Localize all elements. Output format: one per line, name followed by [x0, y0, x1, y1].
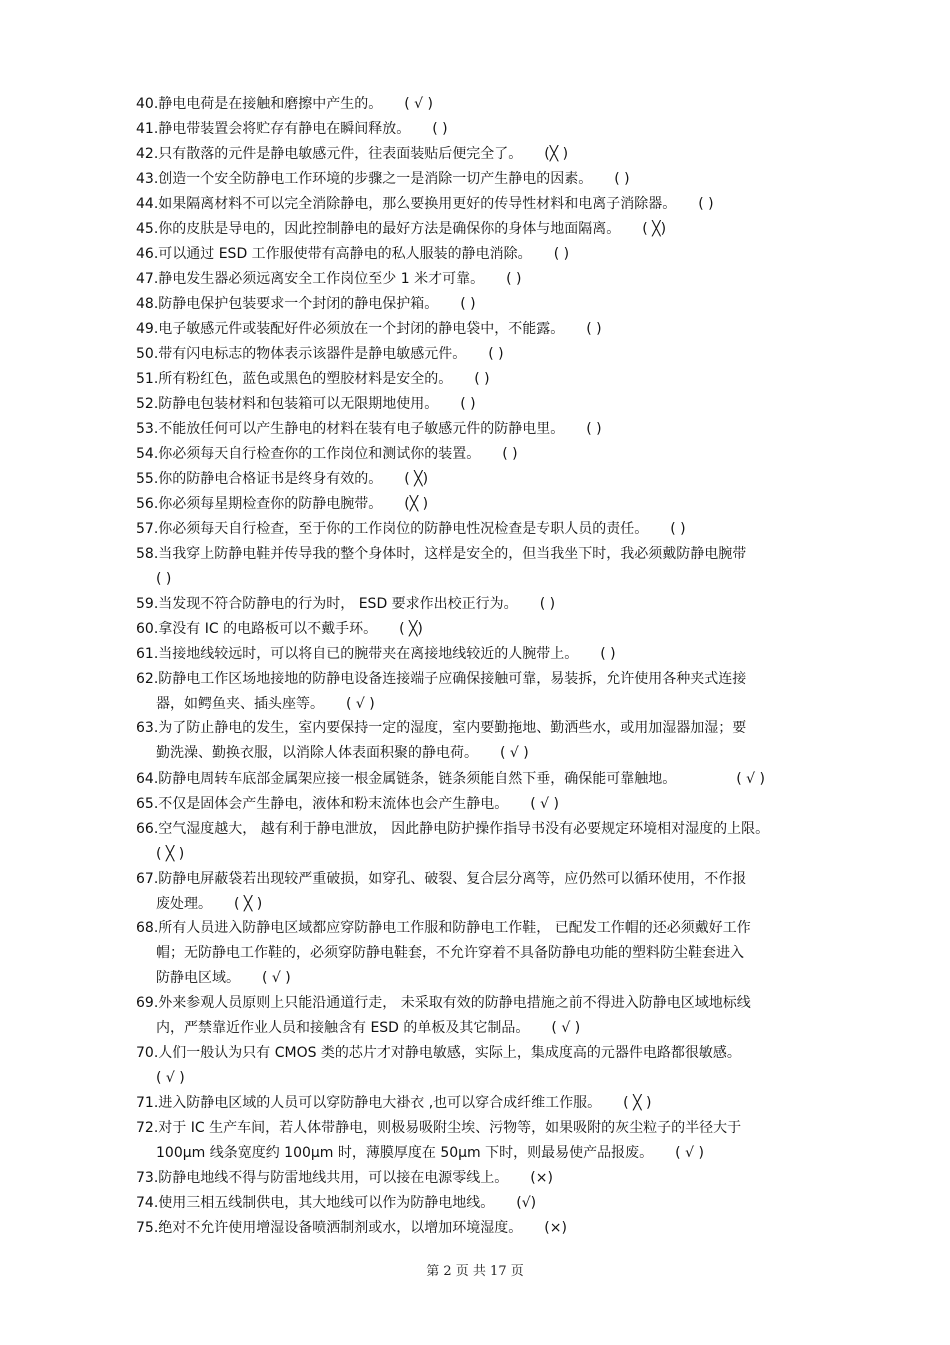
question-41: [136, 117, 836, 142]
question-number: 64.: [136, 771, 159, 787]
question-49: [136, 317, 836, 342]
question-text: 防静电地线不得与防雷地线共用，可以接在电源零线上。: [158, 1170, 509, 1186]
question-text-continued: 勤洗澡、勤换衣服，以消除人体表面积聚的静电荷。: [156, 745, 478, 761]
question-56: [136, 492, 836, 517]
question-text: 你的防静电合格证书是终身有效的。: [158, 471, 383, 487]
question-number: 70.: [136, 1045, 159, 1061]
question-text: 使用三相五线制供电，其大地线可以作为防静电地线。: [158, 1195, 495, 1211]
question-text: 带有闪电标志的物体表示该器件是静电敏感元件。: [158, 346, 467, 362]
answer-mark: ( ): [670, 521, 686, 537]
question-text: 不能放任何可以产生静电的材料在装有电子敏感元件的防静电里。: [158, 421, 565, 437]
answer-mark: ( ): [488, 346, 504, 362]
question-text: 人们一般认为只有 CMOS 类的芯片才对静电敏感，实际上，集成度高的元器件电路都很敏感。: [158, 1045, 741, 1061]
answer-mark: (╳ ): [404, 496, 429, 512]
answer-mark: (×): [530, 1170, 553, 1186]
question-55: [136, 467, 836, 492]
question-number: 59.: [136, 596, 159, 612]
question-68: [136, 916, 836, 991]
answer-mark: ( ): [474, 371, 490, 387]
question-number: 46.: [136, 246, 159, 262]
question-59: [136, 592, 836, 617]
question-48: [136, 292, 836, 317]
question-text: 你必须每天自行检查，至于你的工作岗位的防静电性况检查是专职人员的责任。: [158, 521, 649, 537]
question-text: 防静电保护包装要求一个封闭的静电保护箱。: [158, 296, 439, 312]
question-54: [136, 442, 836, 467]
question-number: 43.: [136, 171, 159, 187]
question-text: 静电发生器必须远离安全工作岗位至少 1 米才可靠。: [158, 271, 485, 287]
question-text-continued: 防静电区域。: [156, 970, 240, 986]
question-52: [136, 392, 836, 417]
question-text: 电子敏感元件或装配好件必须放在一个封闭的静电袋中，不能露。: [158, 321, 565, 337]
answer-mark: ( ): [539, 596, 556, 612]
question-number: 42.: [136, 146, 159, 162]
question-43: [136, 167, 836, 192]
question-number: 68.: [136, 920, 159, 936]
question-text: 拿没有 IC 的电路板可以不戴手环。: [158, 621, 378, 637]
question-51: [136, 367, 836, 392]
answer-mark: ( ╳ ): [623, 1095, 652, 1111]
question-text: 你的皮肤是导电的，因此控制静电的最好方法是确保你的身体与地面隔离。: [158, 221, 621, 237]
answer-mark: ( ╳): [642, 221, 667, 237]
question-number: 56.: [136, 496, 159, 512]
answer-mark: ( ╳): [404, 471, 429, 487]
question-number: 72.: [136, 1120, 159, 1136]
question-66: [136, 817, 836, 867]
question-67: [136, 867, 836, 917]
question-text: 防静电周转车底部金属架应接一根金属链条，链条须能自然下垂，确保能可靠触地。: [158, 771, 677, 787]
question-72: [136, 1116, 836, 1166]
answer-mark: ( √ ): [156, 1070, 185, 1086]
question-60: [136, 617, 836, 642]
question-text: 当接地线较远时，可以将自已的腕带夹在离接地线较近的人腕带上。: [158, 646, 579, 662]
answer-mark: (×): [544, 1220, 567, 1236]
answer-mark: ( ): [502, 446, 518, 462]
question-number: 66.: [136, 821, 159, 837]
question-text: 空气湿度越大， 越有利于静电泄放， 因此静电防护操作指导书没有必要规定环境相对湿度的上限。: [158, 821, 770, 837]
answer-mark: ( √ ): [530, 796, 560, 812]
question-42: [136, 142, 836, 167]
question-65: [136, 792, 836, 817]
question-number: 41.: [136, 121, 159, 137]
question-number: 54.: [136, 446, 159, 462]
question-text: 如果隔离材料不可以完全消除静电，那么要换用更好的传导性材料和电离子消除器。: [158, 196, 677, 212]
answer-mark: ( ╳ ): [234, 896, 263, 912]
question-number: 74.: [136, 1195, 159, 1211]
answer-mark: ( ): [600, 646, 616, 662]
question-text: 不仅是固体会产生静电，液体和粉末流体也会产生静电。: [158, 796, 509, 812]
question-44: [136, 192, 836, 217]
answer-mark: ( √ ): [736, 771, 766, 787]
question-number: 50.: [136, 346, 159, 362]
answer-mark: ( ): [614, 171, 630, 187]
question-69: [136, 991, 836, 1041]
question-57: [136, 517, 836, 542]
answer-mark: (╳ ): [544, 146, 569, 162]
question-40: [136, 92, 836, 117]
question-text: 当发现不符合防静电的行为时， ESD 要求作出校正行为。: [158, 596, 518, 612]
answer-mark: (√): [516, 1195, 537, 1211]
question-number: 62.: [136, 671, 159, 687]
question-number: 47.: [136, 271, 159, 287]
answer-mark: ( ): [460, 396, 476, 412]
question-45: [136, 217, 836, 242]
question-number: 49.: [136, 321, 159, 337]
question-number: 52.: [136, 396, 159, 412]
question-71: [136, 1091, 836, 1116]
answer-mark: ( ): [460, 296, 476, 312]
question-number: 58.: [136, 546, 159, 562]
question-number: 75.: [136, 1220, 159, 1236]
question-text: 防静电工作区场地接地的防静电设备连接端子应确保接触可靠，易装拆，允许使用各种夹式连接: [158, 671, 747, 687]
question-text: 静电带装置会将贮存有静电在瞬间释放。: [158, 121, 411, 137]
question-53: [136, 417, 836, 442]
question-text-continued: 100μm 线条宽度约 100μm 时，薄膜厚度在 50μm 下时，则最易使产品报废。: [156, 1145, 654, 1161]
question-47: [136, 267, 836, 292]
question-number: 61.: [136, 646, 159, 662]
question-text: 可以通过 ESD 工作服使带有高静电的私人服装的静电消除。: [158, 246, 532, 262]
question-62: [136, 667, 836, 717]
question-75: [136, 1216, 836, 1241]
question-46: [136, 242, 836, 267]
question-text: 防静电屏蔽袋若出现较严重破损，如穿孔、破裂、复合层分离等，应仍然可以循环使用，不作报: [158, 871, 747, 887]
answer-mark: ( ): [698, 196, 714, 212]
question-text-continued: 器，如鳄鱼夹、插头座等。: [156, 696, 324, 712]
question-number: 51.: [136, 371, 159, 387]
question-text: 防静电包装材料和包装箱可以无限期地使用。: [158, 396, 439, 412]
answer-mark: ( ╳): [399, 621, 423, 637]
answer-mark: ( ): [553, 246, 570, 262]
answer-mark: ( √ ): [262, 970, 291, 986]
question-74: [136, 1191, 836, 1216]
question-text: 静电电荷是在接触和磨擦中产生的。: [158, 96, 383, 112]
question-text-continued: 帽；无防静电工作鞋的，必须穿防静电鞋套，不允许穿着不具备防静电功能的塑料防尘鞋套进入: [156, 945, 744, 961]
answer-mark: ( √ ): [675, 1145, 704, 1161]
question-text: 所有人员进入防静电区域都应穿防静电工作服和防静电工作鞋， 已配发工作帽的还必须戴好工作: [158, 920, 751, 936]
question-text: 外来参观人员原则上只能沿通道行走， 未采取有效的防静电措施之前不得进入防静电区域地标线: [158, 995, 751, 1011]
answer-mark: ( √ ): [551, 1020, 581, 1036]
question-number: 71.: [136, 1095, 159, 1111]
answer-mark: ( √ ): [346, 696, 375, 712]
question-number: 53.: [136, 421, 159, 437]
question-73: [136, 1166, 836, 1191]
question-number: 48.: [136, 296, 159, 312]
question-number: 69.: [136, 995, 159, 1011]
question-61: [136, 642, 836, 667]
answer-mark: ( ): [586, 321, 602, 337]
question-text: 进入防静电区域的人员可以穿防静电大褂衣 ,也可以穿合成纤维工作服。: [158, 1095, 602, 1111]
question-number: 44.: [136, 196, 159, 212]
question-number: 57.: [136, 521, 159, 537]
question-text: 创造一个安全防静电工作环境的步骤之一是消除一切产生静电的因素。: [158, 171, 593, 187]
question-text: 你必须每星期检查你的防静电腕带。: [158, 496, 383, 512]
answer-mark: ( √ ): [500, 745, 529, 761]
question-text: 你必须每天自行检查你的工作岗位和测试你的装置。: [158, 446, 481, 462]
question-70: [136, 1041, 836, 1091]
question-text: 只有散落的元件是静电敏感元件，往表面装贴后便完全了。: [158, 146, 523, 162]
question-number: 63.: [136, 720, 159, 736]
answer-mark: ( √ ): [404, 96, 434, 112]
question-number: 67.: [136, 871, 159, 887]
answer-mark: ( ): [156, 571, 172, 587]
question-number: 40.: [136, 96, 159, 112]
question-58: [136, 542, 836, 592]
question-number: 65.: [136, 796, 159, 812]
question-text-continued: 废处理。: [156, 896, 212, 912]
page-number-footer: 第 2 页 共 17 页: [426, 1264, 524, 1279]
question-text: 绝对不允许使用增湿设备喷洒制剂或水，以增加环境湿度。: [158, 1220, 523, 1236]
question-number: 55.: [136, 471, 159, 487]
question-text-continued: 内，严禁靠近作业人员和接触含有 ESD 的单板及其它制品。: [156, 1020, 530, 1036]
question-number: 45.: [136, 221, 159, 237]
answer-mark: ( ╳ ): [156, 846, 185, 862]
question-text: 对于 IC 生产车间，若人体带静电，则极易吸附尘埃、污物等，如果吸附的灰尘粒子的半径大于: [158, 1120, 742, 1136]
question-number: 73.: [136, 1170, 159, 1186]
answer-mark: ( ): [506, 271, 522, 287]
question-50: [136, 342, 836, 367]
answer-mark: ( ): [432, 121, 448, 137]
question-text: 所有粉红色，蓝色或黑色的塑胶材料是安全的。: [158, 371, 453, 387]
question-text: 为了防止静电的发生，室内要保持一定的湿度，室内要勤拖地、勤洒些水，或用加湿器加湿；要: [158, 720, 747, 736]
question-text: 当我穿上防静电鞋并传导我的整个身体时，这样是安全的，但当我坐下时，我必须戴防静电腕带: [158, 546, 747, 562]
question-64: [136, 767, 836, 792]
question-63: [136, 716, 836, 766]
answer-mark: ( ): [586, 421, 602, 437]
question-number: 60.: [136, 621, 159, 637]
